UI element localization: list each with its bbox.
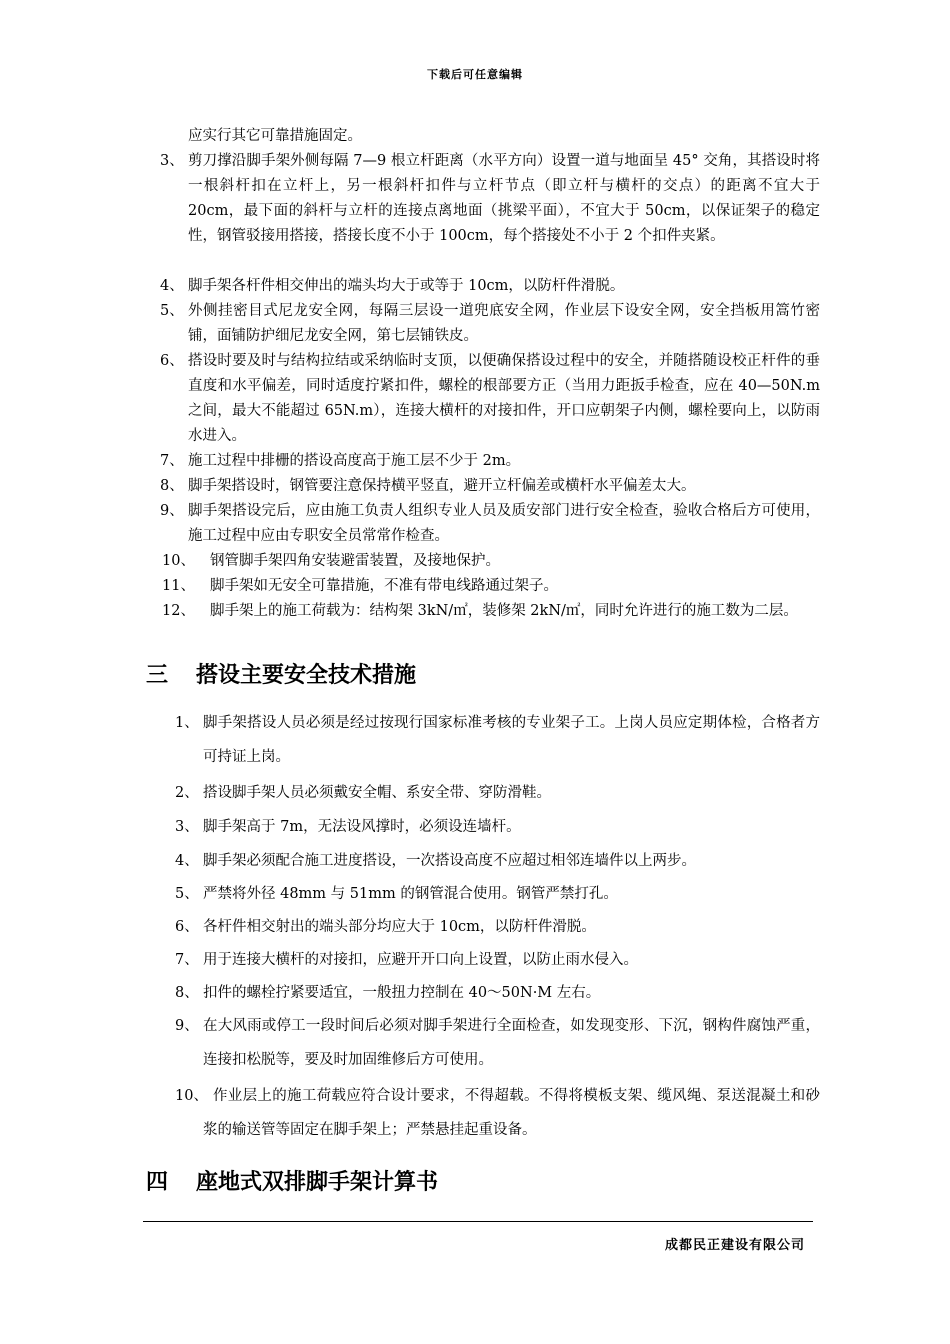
item-number: 6、 (160, 353, 184, 369)
item-text: 剪刀撑沿脚手架外侧每隔 7—9 根立杆距离（水平方向）设置一道与地面呈 45° 交角，其搭设时将一根斜杆扣在立杆上，另一根斜杆扣件与立杆节点（即立杆与横杆的交点）的距离不宜大于 20cm，最下面的斜杆与立杆的连接点离地面（挑梁平面），不宜大于 50cm，以保证架子的稳定性，钢管驳接用搭接，搭接长度不小于 100cm，每个搭接处不小于 2 个扣件夹紧。 (188, 153, 820, 244)
list-item (160, 499, 820, 549)
list-item (175, 943, 820, 977)
list-item (160, 574, 820, 599)
item-number: 3、 (160, 153, 184, 169)
item-number: 11、 (162, 578, 195, 594)
list-item (160, 349, 820, 449)
list-item (175, 1009, 820, 1077)
item-text: 脚手架搭设人员必须是经过按现行国家标准考核的专业架子工。上岗人员应定期体检，合格者方可持证上岗。 (203, 715, 820, 765)
item-number: 2、 (175, 785, 199, 801)
item-text: 脚手架高于 7m，无法设风撑时，必须设连墙杆。 (203, 819, 521, 835)
section-number: 四 (146, 1170, 169, 1195)
item-number: 12、 (162, 603, 195, 619)
item-number: 4、 (175, 853, 199, 869)
item-number: 5、 (175, 886, 199, 902)
item-text: 搭设脚手架人员必须戴安全帽、系安全带、穿防滑鞋。 (203, 785, 551, 801)
item-number: 10、 (175, 1088, 208, 1104)
list-item (160, 299, 820, 349)
item-number: 10、 (162, 553, 195, 569)
item-text: 作业层上的施工荷载应符合设计要求，不得超载。不得将模板支架、缆风绳、泵送混凝土和砂浆的输送管等固定在脚手架上；严禁悬挂起重设备。 (203, 1088, 820, 1138)
item-text: 搭设时要及时与结构拉结或采纳临时支顶，以便确保搭设过程中的安全，并随搭随设校正杆件的垂直度和水平偏差，同时适度拧紧扣件，螺栓的根部要方正（当用力距扳手检查，应在 40—50N.m 之间，最大不能超过 65N.m），连接大横杆的对接扣件，开口应朝架子内侧，螺栓要向上，以防雨水进入。 (188, 353, 820, 444)
item-number: 9、 (175, 1018, 199, 1034)
item-number: 8、 (175, 985, 199, 1001)
list-item (160, 549, 820, 574)
list-item (160, 274, 820, 299)
list-item (175, 810, 820, 844)
item-text: 用于连接大横杆的对接扣，应避开开口向上设置，以防止雨水侵入。 (203, 952, 638, 968)
list-item (175, 877, 820, 911)
item-text: 脚手架搭设时，钢管要注意保持横平竖直，避开立杆偏差或横杆水平偏差太大。 (188, 478, 696, 494)
page-header: 下载后可任意编辑 (427, 68, 523, 81)
section-number: 三 (146, 663, 169, 688)
list-item (175, 844, 820, 878)
item-number: 1、 (175, 715, 199, 731)
list-item (160, 449, 820, 474)
list-item (175, 910, 820, 944)
item-text: 严禁将外径 48mm 与 51mm 的钢管混合使用。钢管严禁打孔。 (203, 886, 618, 902)
list-item (160, 149, 820, 249)
list-item (160, 474, 820, 499)
item-number: 3、 (175, 819, 199, 835)
item-text: 脚手架搭设完后，应由施工负责人组织专业人员及质安部门进行安全检查，验收合格后方可使用，施工过程中应由专职安全员常常作检查。 (188, 503, 820, 544)
item-text: 脚手架上的施工荷载为：结构架 3kN/㎡，装修架 2kN/㎡，同时允许进行的施工数为二层。 (210, 603, 798, 619)
item-text: 脚手架必须配合施工进度搭设，一次搭设高度不应超过相邻连墙件以上两步。 (203, 853, 696, 869)
item-text: 外侧挂密目式尼龙安全网，每隔三层设一道兜底安全网，作业层下设安全网，安全挡板用篙竹密铺，面铺防护细尼龙安全网，第七层铺铁皮。 (188, 303, 820, 344)
item-text: 钢管脚手架四角安装避雷装置，及接地保护。 (210, 553, 500, 569)
list-item (175, 1079, 820, 1147)
item-number: 6、 (175, 919, 199, 935)
item-text: 脚手架各杆件相交伸出的端头均大于或等于 10cm，以防杆件滑脱。 (188, 278, 625, 294)
section-heading (146, 1165, 438, 1196)
section-title: 座地式双排脚手架计算书 (196, 1170, 439, 1195)
item-text: 各杆件相交射出的端头部分均应大于 10cm，以防杆件滑脱。 (203, 919, 596, 935)
list-item (160, 599, 820, 624)
item-number: 4、 (160, 278, 184, 294)
list-item (175, 776, 820, 810)
item-number: 7、 (175, 952, 199, 968)
item-number: 9、 (160, 503, 184, 519)
continuation-line: 应实行其它可靠措施固定。 (188, 128, 362, 144)
item-number: 8、 (160, 478, 184, 494)
footer-divider (143, 1221, 813, 1222)
list-item (175, 976, 820, 1010)
list-item (175, 706, 820, 774)
item-text: 施工过程中排栅的搭设高度高于施工层不少于 2m。 (188, 453, 521, 469)
item-number: 7、 (160, 453, 184, 469)
section-heading (146, 658, 416, 689)
item-text: 扣件的螺栓拧紧要适宜，一般扭力控制在 40～50N·M 左右。 (203, 985, 601, 1001)
item-number: 5、 (160, 303, 184, 319)
item-text: 在大风雨或停工一段时间后必须对脚手架进行全面检查，如发现变形、下沉，钢构件腐蚀严重，连接扣松脱等，要及时加固维修后方可使用。 (203, 1018, 820, 1068)
section-title: 搭设主要安全技术措施 (196, 663, 417, 688)
footer-company: 成都民正建设有限公司 (664, 1238, 805, 1253)
item-text: 脚手架如无安全可靠措施，不准有带电线路通过架子。 (210, 578, 558, 594)
